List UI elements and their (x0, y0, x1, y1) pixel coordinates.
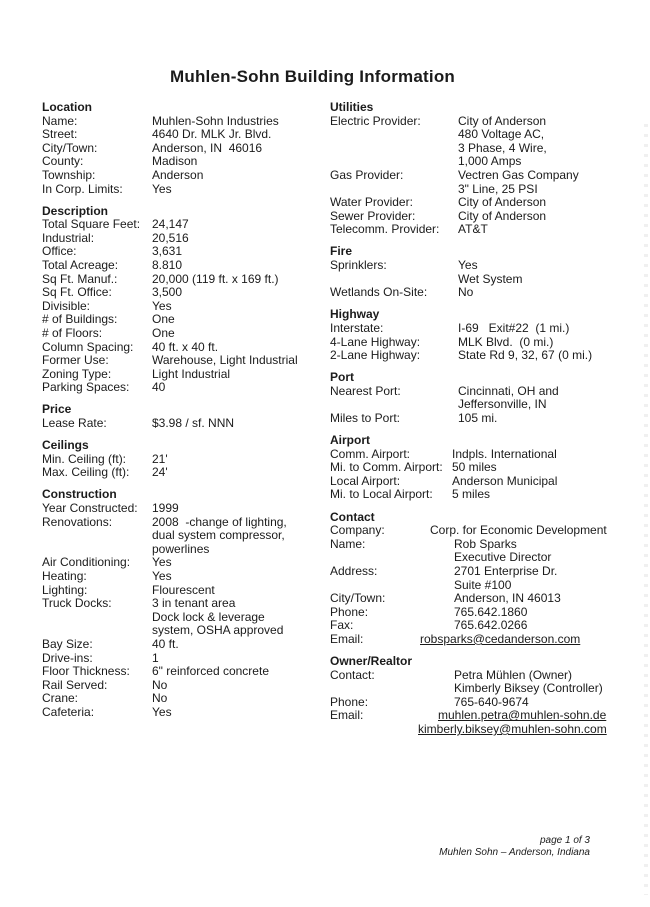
field-row (42, 169, 330, 183)
field-row (330, 669, 642, 696)
section-fire (330, 245, 642, 299)
field-value (152, 692, 330, 706)
section-construction (42, 488, 330, 719)
field-value (152, 556, 330, 570)
field-label: Bay Size: (42, 636, 93, 651)
field-label: Parking Spaces: (42, 380, 130, 395)
value-line: Indpls. International (452, 446, 557, 461)
field-label: Total Square Feet: (42, 217, 141, 232)
value-line: City of Anderson (458, 113, 547, 128)
field-label: Comm. Airport: (330, 446, 411, 461)
field-value (152, 453, 330, 467)
value-line: Anderson, IN 46013 (454, 591, 561, 606)
field-value (454, 694, 642, 710)
value-line: $3.98 / sf. NNN (152, 416, 235, 431)
field-value (418, 708, 642, 736)
field-label: Max. Ceiling (ft): (42, 465, 130, 480)
value-line: Petra Mühlen (Owner) (454, 667, 573, 682)
field-label: Total Acreage: (42, 258, 119, 273)
value-line: Yes (152, 555, 172, 570)
field-row (42, 115, 330, 129)
field-value (152, 286, 330, 300)
field-row (42, 128, 330, 142)
field-value (458, 223, 642, 237)
field-value (454, 667, 642, 696)
field-label: Township: (42, 167, 96, 182)
field-row (330, 633, 642, 647)
field-label: Truck Docks: (42, 596, 112, 611)
field-row (330, 448, 642, 462)
field-value (152, 679, 330, 693)
field-row (42, 341, 330, 355)
value-line: No (458, 285, 474, 300)
field-value (452, 446, 642, 462)
field-value (152, 706, 330, 720)
value-line: powerlines (152, 541, 210, 556)
field-row (330, 709, 642, 736)
email-link[interactable]: muhlen.petra@muhlen-sohn.de (438, 708, 607, 723)
field-row (42, 570, 330, 584)
value-line: 1,000 Amps (458, 154, 522, 169)
field-label: 4-Lane Highway: (330, 334, 421, 349)
value-line: One (152, 326, 175, 340)
field-value (152, 665, 330, 679)
section-title-contact: Contact (330, 509, 375, 524)
field-value (458, 259, 642, 286)
value-line: Cincinnati, OH and (458, 383, 559, 398)
column-left (42, 101, 330, 737)
field-row (330, 385, 642, 412)
value-line: dual system compressor, (152, 528, 285, 543)
content-columns (42, 101, 650, 737)
section-contact (330, 511, 642, 647)
section-title-location: Location (42, 100, 92, 114)
value-line: Anderson, IN 46016 (152, 140, 263, 155)
field-value (458, 169, 642, 196)
value-line: Madison (152, 154, 198, 169)
field-row (42, 665, 330, 679)
value-line: No (152, 677, 168, 692)
field-value (454, 563, 642, 592)
field-row (42, 679, 330, 693)
field-row (330, 322, 642, 336)
value-line: 40 ft. x 40 ft. (152, 339, 219, 354)
field-label: # of Floors: (42, 326, 103, 340)
field-label: Sewer Provider: (330, 208, 416, 223)
field-label: In Corp. Limits: (42, 181, 123, 196)
field-label: Interstate: (330, 320, 384, 335)
field-label: Air Conditioning: (42, 555, 131, 570)
field-row (330, 286, 642, 300)
field-row (42, 556, 330, 570)
field-label: Sq Ft. Office: (42, 285, 112, 300)
field-row (42, 453, 330, 467)
field-value (454, 604, 642, 620)
field-row (42, 232, 330, 246)
field-value (454, 618, 642, 633)
value-line: 480 Voltage AC, (458, 127, 545, 142)
field-label: City/Town: (330, 591, 386, 606)
field-value (152, 245, 330, 259)
field-value (152, 381, 330, 395)
field-label: Street: (42, 127, 78, 142)
value-line: City of Anderson (458, 208, 547, 223)
value-line: MLK Blvd. (0 mi.) (458, 334, 554, 349)
field-value (152, 273, 330, 287)
value-line: Suite #100 (454, 577, 512, 592)
section-title-price: Price (42, 402, 72, 417)
value-line: City of Anderson (458, 195, 547, 210)
value-line: 3,500 (152, 285, 183, 300)
field-label: Local Airport: (330, 473, 401, 488)
section-title-port: Port (330, 370, 354, 385)
field-label: Name: (42, 113, 78, 128)
field-row (42, 584, 330, 598)
value-line: Kimberly Biksey (Controller) (454, 681, 603, 696)
field-row (42, 516, 330, 557)
value-line: Vectren Gas Company (458, 167, 579, 182)
value-line: 765-640-9674 (454, 694, 529, 709)
value-line: Yes (152, 181, 172, 196)
value-line: Anderson Municipal (452, 473, 558, 488)
field-label: Name: (330, 536, 366, 551)
field-row (42, 142, 330, 156)
field-value (452, 487, 642, 502)
field-row (42, 183, 330, 197)
value-line: Light Industrial (152, 366, 231, 381)
field-row (330, 538, 642, 565)
field-value (454, 591, 642, 606)
value-line: 765.642.1860 (454, 604, 528, 619)
field-label: Divisible: (42, 298, 91, 313)
value-line: Muhlen-Sohn Industries (152, 113, 279, 128)
value-line: I-69 Exit#22 (1 mi.) (458, 320, 570, 335)
field-row (42, 381, 330, 395)
field-value (152, 354, 330, 368)
section-title-utilities: Utilities (330, 100, 374, 114)
field-row (330, 696, 642, 710)
field-row (330, 412, 642, 426)
section-title-description: Description (42, 203, 109, 218)
field-value (452, 473, 642, 489)
value-line: Executive Director (454, 550, 552, 565)
section-title-highway: Highway (330, 307, 380, 322)
field-label: Crane: (42, 691, 79, 706)
field-label: Water Provider: (330, 195, 413, 210)
field-row (330, 169, 642, 196)
field-value (152, 300, 330, 314)
field-label: Wetlands On-Site: (330, 285, 428, 300)
field-label: Year Constructed: (42, 501, 138, 516)
field-label: Sq Ft. Manuf.: (42, 271, 118, 286)
email-link[interactable]: robsparks@cedanderson.com (420, 631, 581, 646)
field-label: Floor Thickness: (42, 664, 130, 679)
value-line: 20,516 (152, 230, 189, 245)
value-line: 24' (152, 465, 168, 480)
value-line: 21' (152, 451, 168, 466)
field-value (458, 115, 642, 169)
field-value (152, 169, 330, 183)
field-row (42, 245, 330, 259)
field-value (152, 502, 330, 516)
field-row (42, 368, 330, 382)
value-line: One (152, 312, 175, 327)
field-row (330, 606, 642, 620)
value-line: 50 miles (452, 460, 497, 475)
page-number: page 1 of 3 (539, 835, 590, 846)
field-value (152, 466, 330, 480)
value-line: Corp. for Economic Development (430, 523, 607, 538)
field-row (330, 196, 642, 210)
section-title-construction: Construction (42, 487, 117, 502)
field-label: Column Spacing: (42, 339, 134, 354)
field-label: Lease Rate: (42, 416, 107, 431)
value-line: 3 Phase, 4 Wire, (458, 140, 547, 155)
field-value (458, 322, 642, 336)
field-row (42, 354, 330, 368)
value-line: 3,631 (152, 244, 183, 259)
field-row (330, 592, 642, 606)
value-line: 24,147 (152, 217, 189, 232)
section-location (42, 101, 330, 196)
section-owner-realtor (330, 655, 642, 737)
value-line: Yes (152, 704, 172, 719)
field-label: Office: (42, 244, 77, 259)
field-row (42, 417, 330, 431)
value-line: 1 (152, 650, 159, 665)
field-row (42, 466, 330, 480)
field-value (452, 460, 642, 475)
value-line: 765.642.0266 (454, 618, 528, 633)
field-label: Fax: (330, 618, 354, 633)
field-value (152, 417, 330, 431)
value-line: 20,000 (119 ft. x 169 ft.) (152, 271, 279, 286)
field-value (152, 516, 330, 557)
field-row (330, 223, 642, 237)
field-label: City/Town: (42, 140, 98, 155)
field-row (330, 488, 642, 502)
field-label: Nearest Port: (330, 383, 401, 398)
field-value (458, 412, 642, 426)
page-title: Muhlen-Sohn Building Information (170, 67, 455, 86)
value-line: 3 in tenant area (152, 596, 236, 611)
field-value (152, 115, 330, 129)
field-value (152, 327, 330, 341)
section-airport (330, 434, 642, 502)
field-label: Mi. to Local Airport: (330, 487, 433, 502)
field-value (152, 232, 330, 246)
section-ceilings (42, 439, 330, 480)
field-label: Lighting: (42, 582, 88, 597)
field-value (152, 218, 330, 232)
value-line: 2008 -change of lighting, (152, 514, 287, 529)
value-line: Wet System (458, 271, 523, 286)
section-utilities (330, 101, 642, 237)
field-value (458, 196, 642, 210)
value-line: Yes (152, 569, 172, 583)
field-row (330, 259, 642, 286)
field-value (152, 128, 330, 142)
page-footer (439, 835, 590, 859)
field-label: Sprinklers: (330, 258, 387, 273)
value-line: Dock lock & leverage (152, 609, 265, 624)
field-value (152, 142, 330, 156)
section-title-airport: Airport (330, 433, 370, 448)
field-row (42, 259, 330, 273)
field-label: Telecomm. Provider: (330, 222, 440, 237)
field-label: Gas Provider: (330, 167, 404, 182)
field-label: Renovations: (42, 514, 113, 529)
field-row (330, 461, 642, 475)
field-label: Drive-ins: (42, 650, 93, 665)
field-label: County: (42, 154, 84, 169)
field-label: Rail Served: (42, 677, 108, 692)
field-value (458, 336, 642, 350)
field-row (330, 115, 642, 169)
field-value (152, 368, 330, 382)
field-row (42, 706, 330, 720)
field-value (152, 638, 330, 652)
field-value (458, 385, 642, 412)
field-label: Industrial: (42, 230, 95, 245)
value-line: State Rd 9, 32, 67 (0 mi.) (458, 348, 593, 363)
field-row (42, 273, 330, 287)
field-label: # of Buildings: (42, 312, 118, 327)
section-highway (330, 308, 642, 362)
field-label: Email: (330, 708, 364, 723)
section-description (42, 205, 330, 395)
field-value (152, 341, 330, 355)
field-label: Email: (330, 631, 364, 646)
field-row (42, 286, 330, 300)
field-label: Former Use: (42, 353, 109, 368)
value-line: No (152, 691, 168, 706)
field-row (42, 638, 330, 652)
section-port (330, 371, 642, 425)
field-label: Heating: (42, 569, 87, 583)
value-line: Flourescent (152, 582, 215, 597)
field-value (458, 349, 642, 363)
field-row (330, 349, 642, 363)
section-title-owner-realtor: Owner/Realtor (330, 653, 413, 668)
field-value (430, 523, 642, 538)
value-line: Yes (458, 258, 478, 273)
value-line: Warehouse, Light Industrial (152, 353, 298, 368)
field-value (152, 570, 330, 584)
document-page (0, 66, 650, 907)
field-row (42, 300, 330, 314)
value-line: 6" reinforced concrete (152, 664, 269, 679)
value-line: 4640 Dr. MLK Jr. Blvd. (152, 127, 272, 142)
value-line: system, OSHA approved (152, 623, 284, 638)
email-link[interactable]: kimberly.biksey@muhlen-sohn.com (418, 721, 607, 736)
field-row (42, 502, 330, 516)
field-value (458, 210, 642, 224)
footer-caption: Muhlen Sohn – Anderson, Indiana (439, 847, 590, 858)
value-line: 2701 Enterprise Dr. (454, 563, 558, 578)
field-row (42, 313, 330, 327)
field-row (330, 475, 642, 489)
value-line: 8.810 (152, 258, 183, 273)
field-row (330, 336, 642, 350)
field-label: Mi. to Comm. Airport: (330, 460, 443, 475)
field-label: Min. Ceiling (ft): (42, 451, 127, 466)
section-title-fire: Fire (330, 244, 353, 259)
field-value (152, 652, 330, 666)
field-value (152, 155, 330, 169)
field-label: Phone: (330, 694, 369, 709)
field-value (152, 313, 330, 327)
field-label: Phone: (330, 604, 369, 619)
field-value (458, 286, 642, 300)
value-line: 40 ft. (152, 636, 179, 651)
section-price (42, 403, 330, 430)
field-row (42, 692, 330, 706)
field-value (152, 597, 330, 638)
field-label: 2-Lane Highway: (330, 348, 421, 363)
value-line: Yes (152, 298, 172, 313)
field-row (42, 597, 330, 638)
field-label: Address: (330, 563, 378, 578)
value-line: 3" Line, 25 PSI (458, 181, 538, 196)
value-line: Jeffersonville, IN (458, 397, 547, 412)
field-label: Miles to Port: (330, 410, 401, 425)
field-value (152, 183, 330, 197)
field-label: Electric Provider: (330, 113, 421, 128)
value-line: Rob Sparks (454, 536, 517, 551)
field-row (330, 524, 642, 538)
field-row (42, 327, 330, 341)
field-value (420, 631, 642, 647)
field-label: Cafeteria: (42, 704, 95, 719)
value-line: 105 mi. (458, 410, 498, 425)
field-value (152, 584, 330, 598)
field-row (42, 155, 330, 169)
field-label: Contact: (330, 667, 375, 682)
section-title-ceilings: Ceilings (42, 438, 89, 453)
field-row (42, 652, 330, 666)
column-right (330, 101, 642, 737)
field-value (152, 259, 330, 273)
value-line: Anderson (152, 167, 204, 182)
value-line: 5 miles (452, 487, 491, 502)
field-row (330, 210, 642, 224)
field-row (330, 565, 642, 592)
field-row (330, 619, 642, 633)
field-label: Company: (330, 523, 385, 538)
field-row (42, 218, 330, 232)
field-label: Zoning Type: (42, 366, 112, 381)
value-line: AT&T (458, 222, 488, 237)
field-value (454, 536, 642, 565)
value-line: 1999 (152, 501, 179, 516)
value-line: 40 (152, 380, 166, 395)
